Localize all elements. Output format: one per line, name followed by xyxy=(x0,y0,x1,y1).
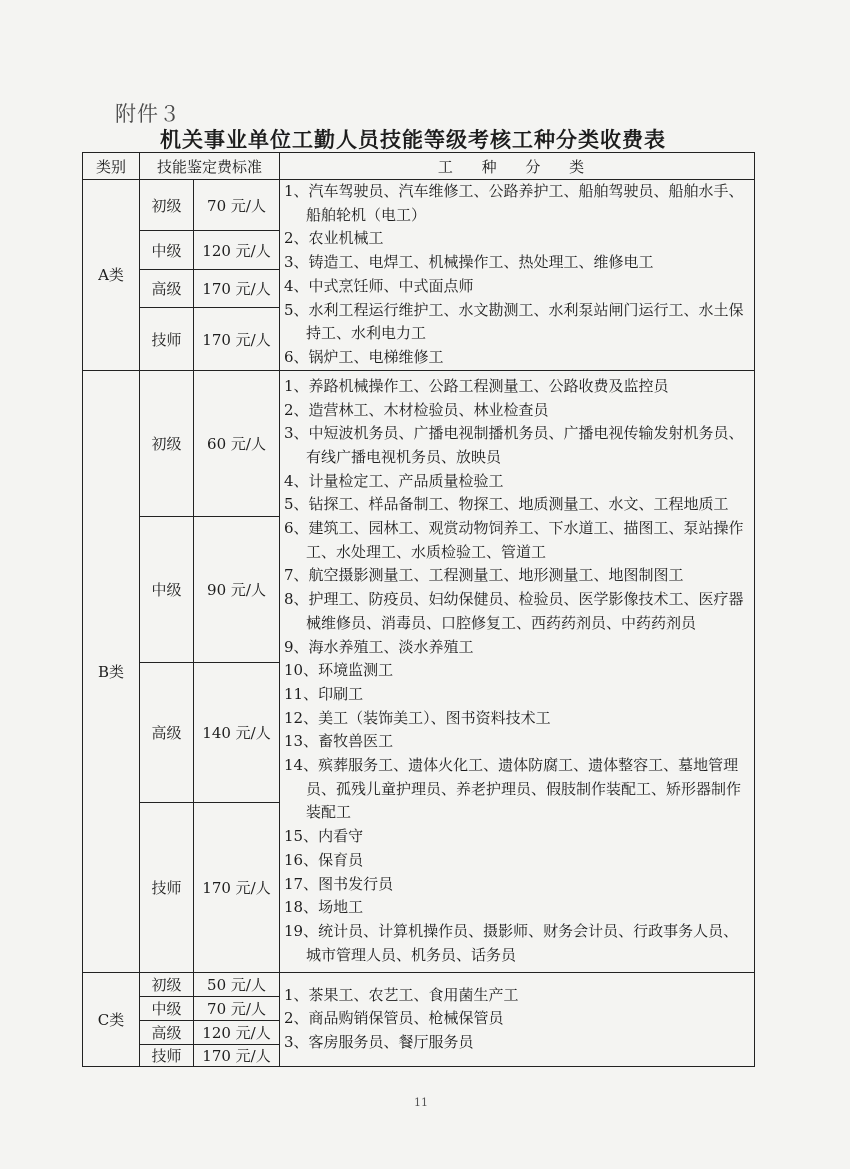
work-type-item: 3、铸造工、电焊工、机械操作工、热处理工、维修电工 xyxy=(284,253,654,272)
class-a-grade: 高级 xyxy=(140,269,194,308)
document-title: 机关事业单位工勤人员技能等级考核工种分类收费表 xyxy=(160,127,666,152)
class-b-grade: 高级 xyxy=(140,662,194,802)
class-a-grade: 技师 xyxy=(140,308,194,370)
class-b-label: B类 xyxy=(83,370,140,972)
class-c-fee: 70 元/人 xyxy=(194,996,280,1020)
work-type-item: 4、计量检定工、产品质量检验工 xyxy=(284,471,504,490)
table-row xyxy=(83,972,755,996)
work-type-item: 6、锅炉工、电梯维修工 xyxy=(284,347,444,366)
work-type-item: 5、水利工程运行维护工、水文勘测工、水利泵站闸门运行工、水土保持工、水利电力工 xyxy=(284,300,744,343)
header-fee-standard: 技能鉴定费标准 xyxy=(140,153,280,180)
class-c-grade: 中级 xyxy=(140,996,194,1020)
class-a-fee: 170 元/人 xyxy=(194,269,280,308)
class-a-grade: 初级 xyxy=(140,180,194,231)
class-b-fee: 90 元/人 xyxy=(194,516,280,662)
table-row xyxy=(83,370,755,516)
class-c-fee: 50 元/人 xyxy=(194,972,280,996)
work-type-item: 3、中短波机务员、广播电视制播机务员、广播电视传输发射机务员、有线广播电视机务员、放映员 xyxy=(284,424,744,466)
header-category: 类别 xyxy=(83,153,140,180)
work-type-item: 15、内看守 xyxy=(284,827,364,846)
attachment-label: 附件３ xyxy=(115,102,181,126)
work-type-item: 5、钻探工、样品备制工、物探工、地质测量工、水文、工程地质工 xyxy=(284,495,729,514)
class-c-grade: 技师 xyxy=(140,1044,194,1066)
work-type-item: 2、商品购销保管员、枪械保管员 xyxy=(284,1009,504,1028)
class-b-fee: 170 元/人 xyxy=(194,802,280,972)
class-a-fee: 170 元/人 xyxy=(194,308,280,370)
work-type-item: 16、保育员 xyxy=(284,850,364,869)
class-a-fee: 70 元/人 xyxy=(194,180,280,231)
class-c-fee: 120 元/人 xyxy=(194,1020,280,1044)
work-type-item: 7、航空摄影测量工、工程测量工、地形测量工、地图制图工 xyxy=(284,566,684,585)
work-type-item: 19、统计员、计算机操作员、摄影师、财务会计员、行政事务人员、城市管理人员、机务员、话务员 xyxy=(284,922,739,964)
class-b-work-types xyxy=(280,370,755,972)
class-c-grade: 初级 xyxy=(140,972,194,996)
work-type-item: 1、茶果工、农艺工、食用菌生产工 xyxy=(284,985,519,1004)
work-type-item: 12、美工（装饰美工）、图书资料技术工 xyxy=(284,708,551,727)
work-type-item: 3、客房服务员、餐厅服务员 xyxy=(284,1032,474,1051)
class-c-label: C类 xyxy=(83,972,140,1066)
work-type-item: 1、汽车驾驶员、汽车维修工、公路养护工、船舶驾驶员、船舶水手、船舶轮机（电工） xyxy=(284,182,744,224)
fee-table xyxy=(82,152,755,1067)
class-a-label: A类 xyxy=(83,180,140,371)
work-type-item: 1、养路机械操作工、公路工程测量工、公路收费及监控员 xyxy=(284,376,669,395)
table-row xyxy=(83,180,755,231)
work-type-item: 9、海水养殖工、淡水养殖工 xyxy=(284,637,474,656)
work-type-item: 18、场地工 xyxy=(284,898,364,917)
work-type-item: 11、印刷工 xyxy=(284,684,364,703)
work-type-item: 10、环境监测工 xyxy=(284,661,394,680)
class-a-fee: 120 元/人 xyxy=(194,231,280,270)
work-type-item: 2、造营林工、木材检验员、林业检查员 xyxy=(284,400,549,419)
class-b-grade: 中级 xyxy=(140,516,194,662)
class-a-grade: 中级 xyxy=(140,231,194,270)
page-number: 11 xyxy=(414,1096,428,1109)
work-type-item: 14、殡葬服务工、遗体火化工、遗体防腐工、遗体整容工、墓地管理员、孤残儿童护理员、养老护理员、假肢制作装配工、矫形器制作装配工 xyxy=(284,756,742,822)
class-a-work-types xyxy=(280,180,755,371)
work-type-item: 6、建筑工、园林工、观赏动物饲养工、下水道工、描图工、泵站操作工、水处理工、水质检验工、管道工 xyxy=(284,519,744,561)
class-b-fee: 60 元/人 xyxy=(194,370,280,516)
class-c-fee: 170 元/人 xyxy=(194,1044,280,1066)
table-header-row xyxy=(83,153,755,180)
class-c-work-types xyxy=(280,972,755,1066)
work-type-item: 8、护理工、防疫员、妇幼保健员、检验员、医学影像技术工、医疗器械维修员、消毒员、口腔修复工、西药药剂员、中药药剂员 xyxy=(284,590,744,632)
work-type-item: 17、图书发行员 xyxy=(284,874,394,893)
work-type-item: 4、中式烹饪师、中式面点师 xyxy=(284,276,474,295)
work-type-item: 2、农业机械工 xyxy=(284,229,384,248)
class-c-grade: 高级 xyxy=(140,1020,194,1044)
class-b-fee: 140 元/人 xyxy=(194,662,280,802)
class-b-grade: 初级 xyxy=(140,370,194,516)
class-b-grade: 技师 xyxy=(140,802,194,972)
header-work-types: 工 种 分 类 xyxy=(280,153,755,180)
work-type-item: 13、畜牧兽医工 xyxy=(284,732,394,751)
